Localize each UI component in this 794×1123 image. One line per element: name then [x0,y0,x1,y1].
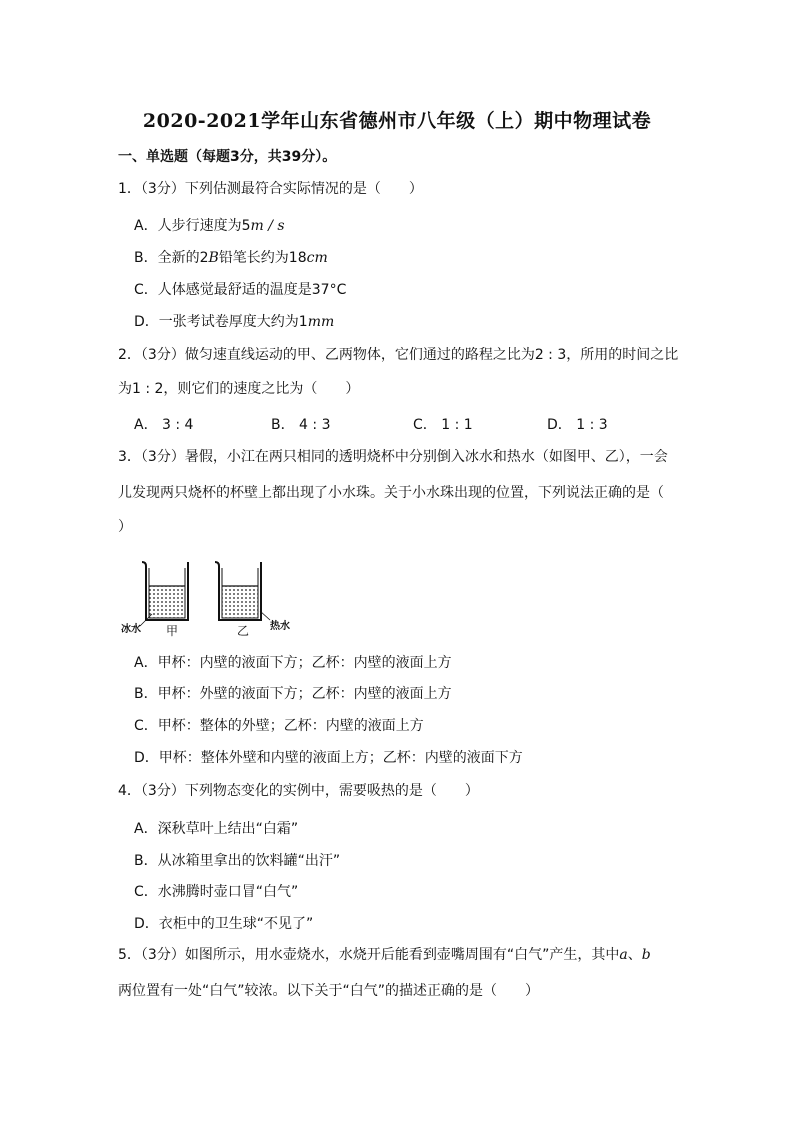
q3-option-c: C．甲杯：整体的外壁；乙杯：内壁的液面上方 [134,718,424,734]
q3-option-a: A．甲杯：内壁的液面下方；乙杯：内壁的液面上方 [134,655,452,671]
q2-option-b: B． 4 : 3 [271,417,331,433]
q2-options [134,414,694,434]
q1-option-b-text2: 铅笔长约为18 [218,250,307,266]
q1-option-a-unit: m / s [250,218,285,234]
q2-stem-line1: 2．（3分）做匀速直线运动的甲、乙两物体，它们通过的路程之比为2 : 3，所用的时间之比 [118,347,679,363]
q5-stem-text: 5．（3分）如图所示，用水壶烧水，水烧开后能看到壶嘴周围有“白气”产生，其中 [118,947,620,963]
q3-stem-line3: ） [118,519,132,535]
beakers-figure [120,556,300,640]
q4-stem: 4．（3分）下列物态变化的实例中，需要吸热的是（ ） [118,783,479,799]
q1-option-a [134,217,285,235]
q2-option-d: D． 1 : 3 [547,417,608,433]
figure-label-hot-water: 热水 [270,621,290,632]
q5-stem-line1 [118,946,651,964]
q2-stem-line2: 为1 : 2，则它们的速度之比为（ ） [118,381,360,397]
q1-option-b-text: B．全新的2 [134,250,209,266]
q3-stem-line2: 儿发现两只烧杯的杯壁上都出现了小水珠。关于小水珠出现的位置，下列说法正确的是（ [118,485,664,501]
q1-option-d-unit: mm [307,314,335,330]
figure-label-yi: 乙 [237,624,250,638]
beaker-jia-liquid [149,586,185,618]
q1-option-a-text: A．人步行速度为5 [134,218,251,234]
q5-stem-line2: 两位置有一处“白气”较浓。以下关于“白气”的描述正确的是（ ） [118,983,540,999]
q1-option-b-italic: B [208,250,219,266]
beaker-jia [142,562,188,620]
q5-var-a: a [619,947,628,963]
q1-option-b [134,249,328,267]
section-heading: 一、单选题（每题3分，共39分）。 [118,149,337,165]
exam-title: 2020-2021学年山东省德州市八年级（上）期中物理试卷 [142,110,652,132]
q1-option-d-text: D．一张考试卷厚度大约为1 [134,314,308,330]
q1-option-b-unit: cm [306,250,328,266]
q2-option-a: A． 3 : 4 [134,417,194,433]
q4-option-b: B．从冰箱里拿出的饮料罐“出汗” [134,853,341,869]
q3-stem-line1: 3．（3分）暑假，小江在两只相同的透明烧杯中分别倒入冰水和热水（如图甲、乙），一会 [118,449,668,465]
q3-option-b: B．甲杯：外壁的液面下方；乙杯：内壁的液面上方 [134,686,452,702]
q2-option-c: C． 1 : 1 [413,417,473,433]
q4-option-d: D．衣柜中的卫生球“不见了” [134,916,314,932]
q4-option-c: C．水沸腾时壶口冒“白气” [134,884,299,900]
q4-option-a: A．深秋草叶上结出“白霜” [134,821,299,837]
figure-label-ice-water: 冰水 [121,624,141,635]
beaker-yi [215,562,261,620]
q1-option-c: C．人体感觉最舒适的温度是37°C [134,282,347,298]
q1-stem: 1．（3分）下列估测最符合实际情况的是（ ） [118,181,423,197]
figure-label-jia: 甲 [166,624,179,638]
q5-var-b: b [641,947,651,963]
q5-separator: 、 [627,947,642,963]
q3-option-d: D．甲杯：整体外壁和内壁的液面上方；乙杯：内壁的液面下方 [134,750,523,766]
q1-option-d [134,313,334,331]
beaker-yi-liquid [222,586,258,618]
